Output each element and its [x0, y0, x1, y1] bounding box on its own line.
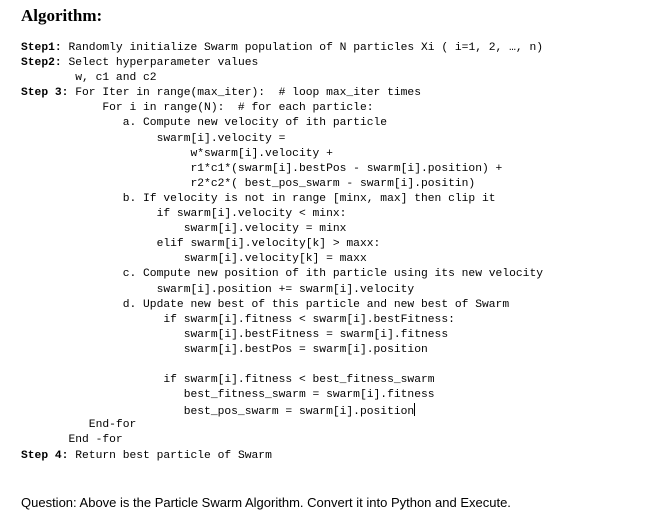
- step3-text: For Iter in range(max_iter): # loop max_iter times: [68, 87, 421, 100]
- code-line-e2: best_fitness_swarm = swarm[i].fitness: [21, 389, 435, 402]
- step3-label: Step 3:: [21, 87, 69, 100]
- code-line-a1: swarm[i].velocity =: [21, 132, 286, 145]
- code-line-b1: if swarm[i].velocity < minx:: [21, 208, 347, 221]
- code-line-e3-wrap: [21, 403, 651, 418]
- code-line-d: d. Update new best of this particle and new best of Swarm: [21, 298, 510, 311]
- step1-label: Step1:: [21, 42, 62, 54]
- code-line-a2: w*swarm[i].velocity +: [21, 147, 333, 160]
- code-line-d2: swarm[i].bestFitness = swarm[i].fitness: [21, 328, 449, 341]
- code-line-b4: swarm[i].velocity[k] = maxx: [21, 253, 367, 266]
- step4-text: Return best particle of Swarm: [68, 449, 272, 462]
- code-line-e1: if swarm[i].fitness < best_fitness_swarm: [21, 374, 435, 387]
- code-line-endfor-inner: End-for: [21, 419, 137, 432]
- step4-line: [21, 449, 651, 464]
- step1-text: Randomly initialize Swarm population of N particles Xi ( i=1, 2, …, n): [61, 42, 544, 54]
- code-line-b2: swarm[i].velocity = minx: [21, 223, 347, 236]
- algorithm-heading: Algorithm:: [21, 6, 103, 25]
- step4-label: Step 4:: [21, 449, 69, 462]
- code-line-a4: r2*c2*( best_pos_swarm - swarm[i].positin): [21, 177, 476, 190]
- step2-label: Step2:: [21, 57, 62, 70]
- code-blank-line: [21, 358, 651, 373]
- step1-line: [21, 41, 651, 56]
- code-line-endfor-outer: End -for: [21, 434, 123, 447]
- code-line-d3: swarm[i].bestPos = swarm[i].position: [21, 343, 428, 356]
- code-line-b3: elif swarm[i].velocity[k] > maxx:: [21, 238, 381, 251]
- step3-line: [21, 86, 651, 101]
- code-line-c1: swarm[i].position += swarm[i].velocity: [21, 283, 415, 296]
- code-line-b: b. If velocity is not in range [minx, max] then clip it: [21, 192, 496, 205]
- text-cursor: [414, 403, 415, 416]
- step2-line: [21, 56, 651, 71]
- question-text: Question: Above is the Particle Swarm Algorithm. Convert it into Python and Execute.: [21, 495, 511, 510]
- code-line-e3: best_pos_swarm = swarm[i].position: [21, 406, 415, 419]
- code-line-c: c. Compute new position of ith particle using its new velocity: [21, 268, 544, 281]
- step2-continuation: w, c1 and c2: [21, 72, 157, 85]
- step2-text: Select hyperparameter values: [61, 57, 259, 70]
- code-line-a: a. Compute new velocity of ith particle: [21, 117, 388, 130]
- code-line-for-i: For i in range(N): # for each particle:: [21, 102, 374, 115]
- code-line-d1: if swarm[i].fitness < swarm[i].bestFitness:: [21, 313, 455, 326]
- code-line-a3: r1*c1*(swarm[i].bestPos - swarm[i].position) +: [21, 162, 503, 175]
- algorithm-pseudocode: [21, 41, 651, 464]
